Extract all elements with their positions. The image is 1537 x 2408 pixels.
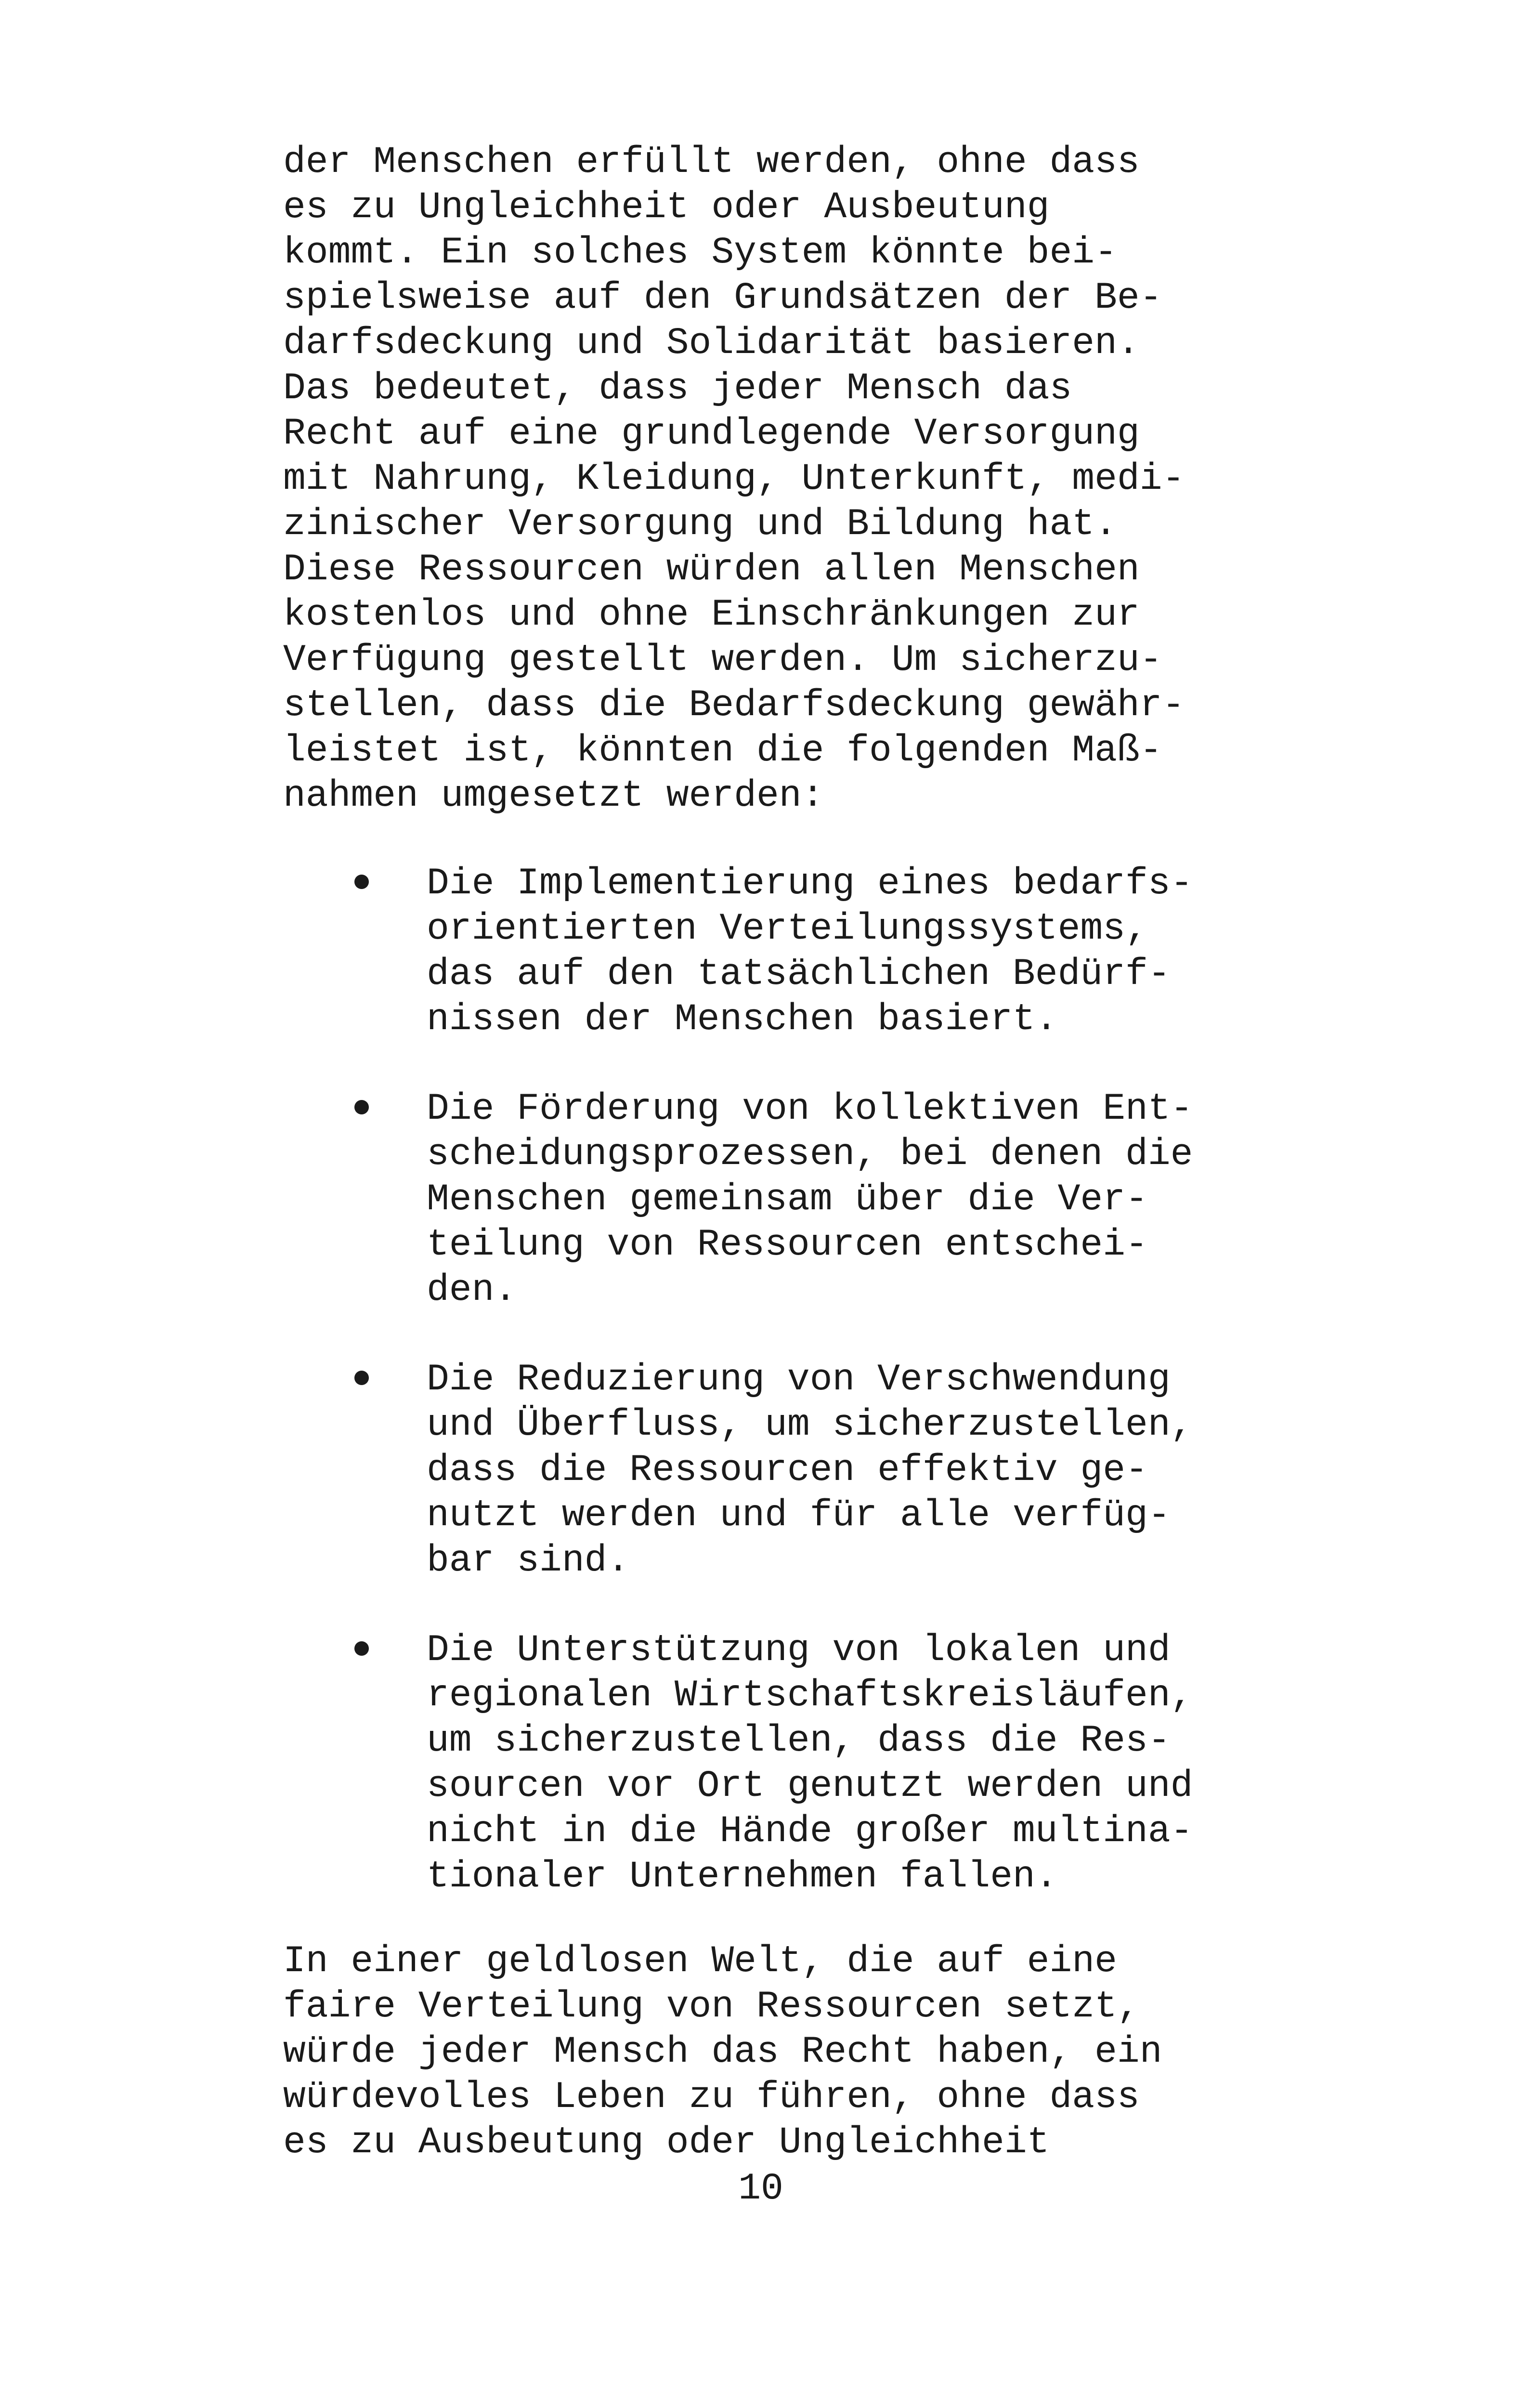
text-line: den.	[427, 1269, 517, 1311]
text-line: zinischer Versorgung und Bildung hat.	[283, 503, 1117, 546]
text-line: Das bedeutet, dass jeder Mensch das	[283, 367, 1072, 410]
text-line: würdevolles Leben zu führen, ohne dass	[283, 2076, 1140, 2119]
text-line: kostenlos und ohne Einschränkungen zur	[283, 594, 1140, 636]
text-line: und Überfluss, um sicherzustellen,	[427, 1404, 1193, 1446]
text-line: darfsdeckung und Solidarität basieren.	[283, 322, 1140, 365]
text-line: regionalen Wirtschaftskreisläufen,	[427, 1675, 1193, 1717]
bullet-icon	[354, 1100, 369, 1114]
text-line: nahmen umgesetzt werden:	[283, 775, 824, 817]
bullet-icon	[354, 1641, 369, 1656]
text-line: bar sind.	[427, 1540, 630, 1582]
text-line: teilung von Ressourcen entschei-	[427, 1224, 1148, 1266]
bullet-text	[427, 1628, 1193, 1899]
text-line: Verfügung gestellt werden. Um sicherzu-	[283, 639, 1162, 681]
text-line: spielsweise auf den Grundsätzen der Be-	[283, 277, 1162, 319]
text-line: nissen der Menschen basiert.	[427, 998, 1058, 1041]
text-line: Die Unterstützung von lokalen und	[427, 1629, 1171, 1672]
text-line: Recht auf eine grundlegende Versorgung	[283, 413, 1140, 455]
bottom-paragraph	[283, 1939, 1294, 2165]
text-line: Die Reduzierung von Verschwendung	[427, 1359, 1171, 1401]
text-line: dass die Ressourcen effektiv ge-	[427, 1449, 1148, 1492]
text-line: es zu Ungleichheit oder Ausbeutung	[283, 186, 1050, 229]
text-line: Menschen gemeinsam über die Ver-	[427, 1178, 1148, 1221]
text-line: der Menschen erfüllt werden, ohne dass	[283, 141, 1140, 183]
text-line: In einer geldlosen Welt, die auf eine	[283, 1940, 1117, 1983]
text-line: scheidungsprozessen, bei denen die	[427, 1133, 1193, 1176]
text-line: orientierten Verteilungssystems,	[427, 908, 1148, 950]
page-number	[0, 2166, 1537, 2212]
text-line: nicht in die Hände großer multina-	[427, 1810, 1193, 1853]
text-line: Die Förderung von kollektiven Ent-	[427, 1088, 1193, 1130]
bullet-icon	[354, 875, 369, 889]
top-paragraph	[283, 140, 1294, 819]
text-line: es zu Ausbeutung oder Ungleichheit	[283, 2121, 1050, 2164]
text-line: kommt. Ein solches System könnte bei-	[283, 232, 1117, 274]
text-line: mit Nahrung, Kleidung, Unterkunft, medi-	[283, 458, 1185, 500]
bullet-text	[427, 1357, 1193, 1584]
text-line: nutzt werden und für alle verfüg-	[427, 1494, 1171, 1537]
text-line: stellen, dass die Bedarfsdeckung gewähr-	[283, 684, 1185, 727]
page-number-text: 10	[738, 2168, 783, 2210]
bullet-text	[427, 861, 1193, 1042]
bullet-text	[427, 1086, 1193, 1313]
text-line: würde jeder Mensch das Recht haben, ein	[283, 2031, 1162, 2073]
bullet-icon	[354, 1371, 369, 1385]
text-line: tionaler Unternehmen fallen.	[427, 1856, 1058, 1898]
text-line: Die Implementierung eines bedarfs-	[427, 863, 1193, 905]
text-line: faire Verteilung von Ressourcen setzt,	[283, 1986, 1140, 2028]
text-line: um sicherzustellen, dass die Res-	[427, 1720, 1171, 1762]
text-line: leistet ist, könnten die folgenden Maß-	[283, 730, 1162, 772]
text-line: Diese Ressourcen würden allen Menschen	[283, 549, 1140, 591]
text-line: das auf den tatsächlichen Bedürf-	[427, 953, 1171, 995]
text-line: sourcen vor Ort genutzt werden und	[427, 1765, 1193, 1807]
